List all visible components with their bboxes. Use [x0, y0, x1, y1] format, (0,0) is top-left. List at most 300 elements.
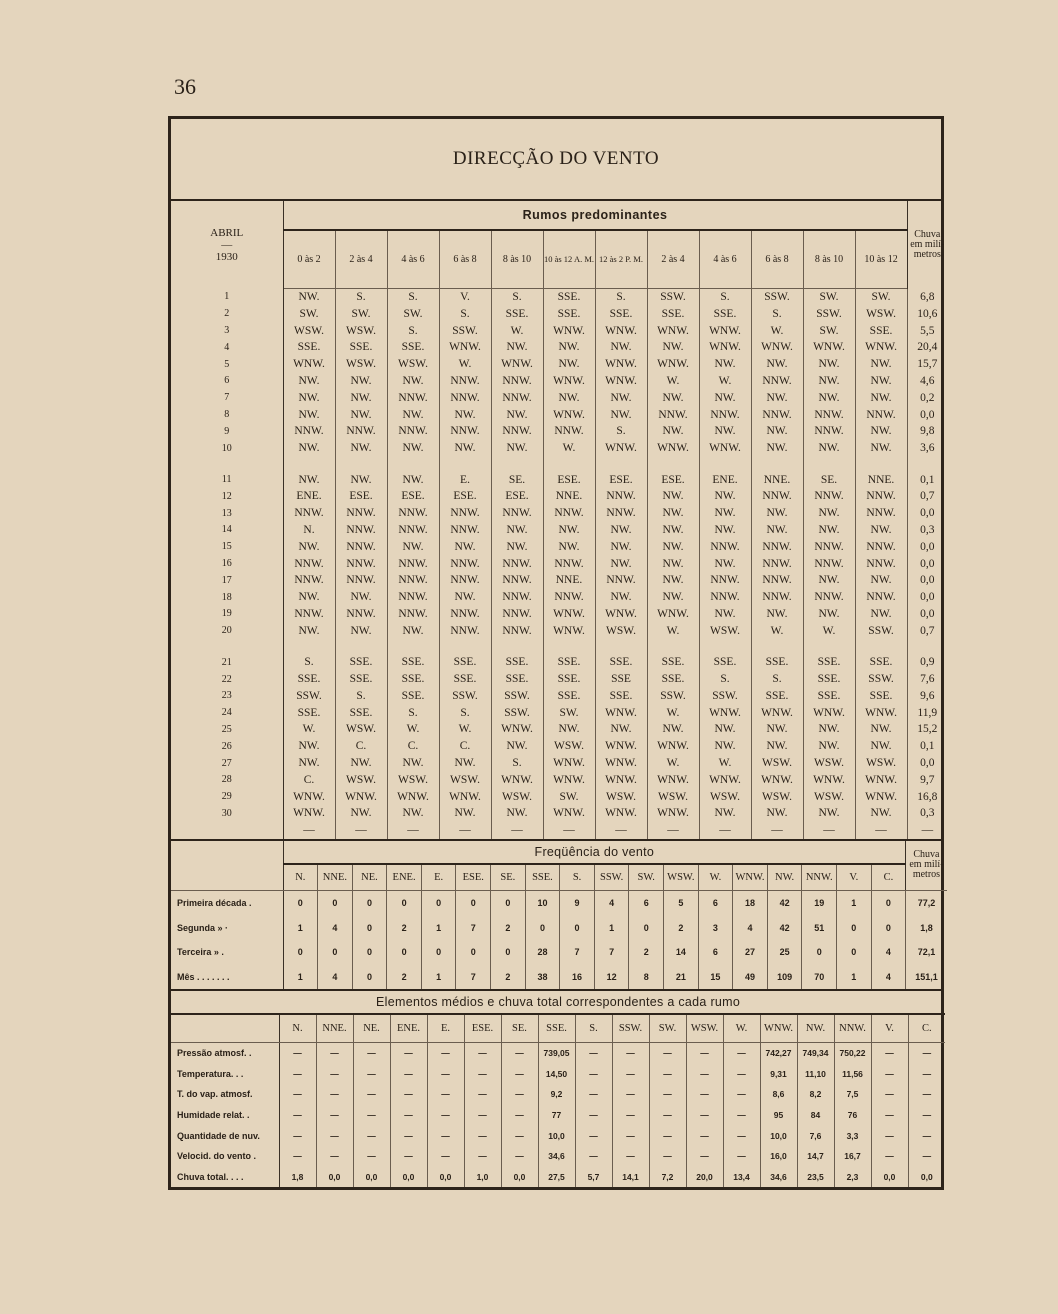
element-cell: — [723, 1105, 760, 1126]
element-cell: — [427, 1125, 464, 1146]
wind-direction-cell: NW. [699, 389, 751, 406]
wind-direction-cell: NW. [387, 755, 439, 772]
element-cell: — [649, 1146, 686, 1167]
rain-value: 0,0 [907, 572, 947, 589]
frequency-cell: 0 [802, 940, 837, 964]
wind-direction-cell: NNW. [335, 522, 387, 539]
wind-direction-cell: NW. [491, 440, 543, 457]
row-label: Velocid. do vento . [171, 1146, 279, 1167]
day-number: 1 [171, 288, 283, 305]
frequency-cell: 1 [837, 890, 872, 916]
gap-cell [751, 457, 803, 472]
wind-direction-cell: WNW. [699, 440, 751, 457]
element-cell: — [390, 1146, 427, 1167]
wind-direction-cell: NW. [751, 505, 803, 522]
dash-cell: — [751, 822, 803, 839]
wind-direction-cell: NNW. [491, 622, 543, 639]
wind-direction-cell: NW. [335, 622, 387, 639]
rain-value: 0,0 [907, 538, 947, 555]
element-cell: — [922, 1110, 932, 1120]
wind-direction-cell: NW. [803, 572, 855, 589]
element-cell: — [427, 1105, 464, 1126]
wind-direction-cell: NW. [751, 721, 803, 738]
gap-cell [803, 457, 855, 472]
frequency-cell: 0 [837, 940, 872, 964]
element-cell: 16,0 [760, 1146, 797, 1167]
gap-cell [699, 457, 751, 472]
gap-cell [647, 457, 699, 472]
wind-direction-cell: SSE. [543, 687, 595, 704]
wind-direction-cell: NW. [647, 572, 699, 589]
rain-value: 0,1 [907, 738, 947, 755]
wind-direction-cell: NNW. [543, 589, 595, 606]
wind-direction-cell: NW. [647, 538, 699, 555]
table-row [171, 788, 947, 805]
wind-frequency-table [171, 841, 947, 989]
table-row [171, 1105, 945, 1126]
wind-direction-cell: NNW. [335, 555, 387, 572]
wind-direction-cell: NW. [699, 522, 751, 539]
wind-direction-cell: ESE. [543, 471, 595, 488]
wind-direction-cell: SSE. [699, 305, 751, 322]
wind-direction-cell: C. [439, 738, 491, 755]
wind-direction-cell: NW. [803, 738, 855, 755]
wind-direction-cell: NW. [283, 373, 335, 390]
direction-header: NE. [352, 864, 387, 890]
table-row [171, 805, 947, 822]
day-number: 9 [171, 423, 283, 440]
wind-direction-cell: NNW. [699, 572, 751, 589]
wind-direction-cell: NW. [647, 721, 699, 738]
wind-direction-cell: SSW. [491, 704, 543, 721]
hour-header: 6 às 8 [439, 230, 491, 288]
rain-value: 72,1 [906, 940, 947, 964]
wind-direction-cell: NW. [803, 522, 855, 539]
frequency-cell: 0 [491, 940, 526, 964]
day-number: 13 [171, 505, 283, 522]
gap-cell [439, 457, 491, 472]
predominant-directions-table [171, 201, 947, 839]
wind-direction-cell: NNE. [855, 471, 907, 488]
row-label: Primeira década . [171, 890, 283, 916]
wind-direction-cell: NW. [387, 805, 439, 822]
wind-direction-cell: WNW. [595, 738, 647, 755]
direction-header: NNE. [318, 864, 353, 890]
wind-direction-cell: NNE. [751, 471, 803, 488]
wind-direction-cell: W. [647, 704, 699, 721]
wind-direction-cell: WNW. [543, 406, 595, 423]
mean-elements-table [171, 991, 945, 1187]
gap-cell [803, 639, 855, 654]
element-cell: — [464, 1146, 501, 1167]
day-number: 12 [171, 488, 283, 505]
wind-direction-cell: WNW. [647, 322, 699, 339]
day-number: 20 [171, 622, 283, 639]
wind-direction-cell: WNW. [283, 788, 335, 805]
dash-row [171, 822, 947, 839]
wind-direction-cell: NW. [439, 589, 491, 606]
table-row [171, 1125, 945, 1146]
gap-cell [699, 639, 751, 654]
table-row [171, 339, 947, 356]
element-cell: — [612, 1084, 649, 1105]
day-number: 29 [171, 788, 283, 805]
table-row [171, 654, 947, 671]
wind-direction-cell: NW. [283, 406, 335, 423]
row-label: Mês . . . . . . . [171, 965, 283, 989]
element-cell: — [686, 1125, 723, 1146]
wind-direction-cell: SSE. [491, 654, 543, 671]
table-row [171, 589, 947, 606]
wind-direction-cell: NNW. [491, 572, 543, 589]
wind-direction-cell: NNW. [751, 572, 803, 589]
wind-direction-cell: WNW. [491, 721, 543, 738]
dash-cell: — [335, 822, 387, 839]
frequency-cell: 15 [698, 965, 733, 989]
wind-direction-cell: NW. [699, 423, 751, 440]
wind-direction-cell: NW. [803, 505, 855, 522]
hour-header: 2 às 4 [335, 230, 387, 288]
element-cell: — [686, 1042, 723, 1064]
wind-direction-cell: NW. [855, 522, 907, 539]
wind-direction-cell: NNW. [439, 505, 491, 522]
element-cell: 9,2 [538, 1084, 575, 1105]
wind-direction-cell: SSE. [699, 654, 751, 671]
rain-header: Chuva em milí- metros [907, 201, 947, 288]
wind-direction-cell: NW. [595, 522, 647, 539]
day-number: 23 [171, 687, 283, 704]
wind-direction-cell: SSE. [855, 687, 907, 704]
rain-value: 0,1 [907, 471, 947, 488]
direction-header: WSW. [664, 864, 699, 890]
direction-header: SE. [501, 1014, 538, 1042]
element-cell: 8,2 [797, 1084, 834, 1105]
frequency-cell: 0 [421, 890, 456, 916]
rain-value: 0,0 [907, 606, 947, 623]
gap-cell [491, 639, 543, 654]
element-cell: — [649, 1105, 686, 1126]
element-cell: — [464, 1105, 501, 1126]
dash-cell: — [595, 822, 647, 839]
wind-direction-frame [168, 116, 944, 1190]
wind-direction-cell: WNW. [647, 440, 699, 457]
wind-direction-cell: WSW. [335, 322, 387, 339]
table-row [171, 916, 947, 940]
wind-direction-cell: NW. [751, 805, 803, 822]
wind-direction-cell: NW. [803, 805, 855, 822]
wind-direction-cell: NW. [803, 606, 855, 623]
element-cell: — [353, 1146, 390, 1167]
element-cell: — [723, 1125, 760, 1146]
dash-cell: — [803, 822, 855, 839]
wind-direction-cell: NNW. [491, 423, 543, 440]
wind-direction-cell: NW. [283, 440, 335, 457]
element-cell: 739,05 [538, 1042, 575, 1064]
element-cell: — [279, 1105, 316, 1126]
wind-direction-cell: S. [491, 755, 543, 772]
wind-direction-cell: ESE. [491, 488, 543, 505]
table-row [171, 406, 947, 423]
rain-value: 0,2 [907, 389, 947, 406]
wind-direction-cell: W. [699, 755, 751, 772]
element-cell: 20,0 [686, 1166, 723, 1187]
wind-direction-cell: NW. [699, 555, 751, 572]
element-cell: 0,0 [920, 1171, 933, 1182]
wind-direction-cell: NW. [647, 488, 699, 505]
wind-direction-cell: NW. [283, 755, 335, 772]
element-cell: 11,10 [797, 1064, 834, 1085]
table-row [171, 687, 947, 704]
wind-direction-cell: SSE. [751, 687, 803, 704]
frequency-cell: 7 [456, 965, 491, 989]
wind-direction-cell: WNW. [699, 339, 751, 356]
wind-direction-cell: NW. [491, 522, 543, 539]
wind-direction-cell: WSW. [647, 788, 699, 805]
wind-direction-cell: NNW. [855, 406, 907, 423]
direction-header: S. [575, 1014, 612, 1042]
wind-direction-cell: NNW. [387, 589, 439, 606]
direction-header: SSW. [612, 1014, 649, 1042]
frequency-cell: 0 [318, 940, 353, 964]
table-row [171, 704, 947, 721]
wind-direction-cell: W. [647, 755, 699, 772]
wind-direction-cell: SW. [803, 288, 855, 305]
element-cell: — [464, 1042, 501, 1064]
frequency-cell: 51 [802, 916, 837, 940]
frequency-cell: 0 [387, 890, 422, 916]
wind-direction-cell: WNW. [647, 805, 699, 822]
rain-value: 1,8 [906, 916, 947, 940]
freq-rain-header: Chuva em milí- metros [906, 841, 947, 890]
wind-direction-cell: NW. [387, 373, 439, 390]
direction-header: E. [427, 1014, 464, 1042]
frequency-cell: 0 [871, 916, 906, 940]
element-cell: — [922, 1130, 932, 1141]
element-cell: — [686, 1064, 723, 1085]
day-number: 8 [171, 406, 283, 423]
frequency-cell: 0 [491, 890, 526, 916]
wind-direction-cell: ESE. [439, 488, 491, 505]
wind-direction-cell: NW. [855, 440, 907, 457]
gap-cell [855, 639, 907, 654]
frequency-cell: 4 [733, 916, 768, 940]
wind-direction-cell: SE. [491, 471, 543, 488]
frequency-cell: 4 [318, 916, 353, 940]
table-row [171, 622, 947, 639]
group-title: Rumos predominantes [283, 201, 907, 230]
wind-direction-cell: SSE. [855, 654, 907, 671]
day-number: 17 [171, 572, 283, 589]
frequency-cell: 4 [871, 965, 906, 989]
wind-direction-cell: SW. [387, 305, 439, 322]
wind-direction-cell: NNW. [387, 522, 439, 539]
rain-value: 0,0 [907, 755, 947, 772]
wind-direction-cell: NW. [335, 589, 387, 606]
frequency-cell: 42 [767, 916, 802, 940]
wind-direction-cell: NW. [335, 373, 387, 390]
wind-direction-cell: NW. [699, 505, 751, 522]
day-number: 27 [171, 755, 283, 772]
wind-direction-cell: NNW. [855, 555, 907, 572]
wind-direction-cell: WNW. [751, 339, 803, 356]
wind-direction-cell: ESE. [387, 488, 439, 505]
row-label: Segunda » · [171, 916, 283, 940]
wind-direction-cell: NNW. [751, 589, 803, 606]
wind-direction-cell: ESE. [335, 488, 387, 505]
direction-header: ESE. [456, 864, 491, 890]
frequency-cell: 1 [594, 916, 629, 940]
rain-value: 0,9 [907, 654, 947, 671]
day-number: 19 [171, 606, 283, 623]
frequency-cell: 0 [525, 916, 560, 940]
element-cell: — [686, 1084, 723, 1105]
dash-cell: — [491, 822, 543, 839]
wind-direction-cell: SSW. [491, 687, 543, 704]
wind-direction-cell: SSW. [647, 687, 699, 704]
wind-direction-cell: N. [283, 522, 335, 539]
day-number: 25 [171, 721, 283, 738]
frequency-cell: 8 [629, 965, 664, 989]
table-row [171, 771, 947, 788]
wind-direction-cell: NNW. [543, 555, 595, 572]
element-cell: — [464, 1064, 501, 1085]
day-number: 15 [171, 538, 283, 555]
wind-direction-cell: WSW. [855, 755, 907, 772]
element-cell: — [353, 1064, 390, 1085]
frequency-cell: 7 [456, 916, 491, 940]
wind-direction-cell: NNW. [855, 589, 907, 606]
wind-direction-cell: NNW. [803, 423, 855, 440]
direction-header: E. [421, 864, 456, 890]
wind-direction-cell: W. [751, 622, 803, 639]
direction-header: WSW. [686, 1014, 723, 1042]
wind-direction-cell: NW. [751, 522, 803, 539]
table-row [171, 1084, 945, 1105]
wind-direction-cell: C. [283, 771, 335, 788]
wind-direction-cell: NW. [543, 538, 595, 555]
wind-direction-cell: NW. [283, 389, 335, 406]
day-number: 7 [171, 389, 283, 406]
wind-direction-cell: SSE. [335, 339, 387, 356]
row-label: Pressão atmosf. . [171, 1042, 279, 1064]
wind-direction-cell: SSE. [803, 654, 855, 671]
table-row [171, 1064, 945, 1085]
element-cell: 14,7 [797, 1146, 834, 1167]
wind-direction-cell: SSE. [647, 305, 699, 322]
wind-direction-cell: SW. [543, 704, 595, 721]
rain-value: 9,7 [907, 771, 947, 788]
frequency-cell: 4 [594, 890, 629, 916]
element-cell: 749,34 [797, 1042, 834, 1064]
wind-direction-cell: WNW. [543, 771, 595, 788]
wind-direction-cell: NW. [803, 389, 855, 406]
wind-direction-cell: WNW. [803, 704, 855, 721]
element-cell: 76 [834, 1105, 871, 1126]
direction-header: NNW. [802, 864, 837, 890]
element-cell: — [353, 1042, 390, 1064]
wind-direction-cell: NW. [647, 505, 699, 522]
wind-direction-cell: SSE. [803, 687, 855, 704]
day-number: 2 [171, 305, 283, 322]
rain-value: 77,2 [906, 890, 947, 916]
rain-value: 10,6 [907, 305, 947, 322]
wind-direction-cell: SSW. [803, 305, 855, 322]
gap-cell [439, 639, 491, 654]
month-label: ABRIL [210, 226, 244, 239]
wind-direction-cell: W. [283, 721, 335, 738]
frequency-cell: 10 [525, 890, 560, 916]
row-label: Temperatura. . . [171, 1064, 279, 1085]
gap-cell [335, 457, 387, 472]
rain-value: 0,0 [907, 505, 947, 522]
dash-cell: — [387, 822, 439, 839]
wind-direction-cell: NNW. [439, 522, 491, 539]
element-cell: — [871, 1084, 908, 1105]
wind-direction-cell: SSE. [595, 687, 647, 704]
frequency-cell: 1 [283, 916, 318, 940]
wind-direction-cell: ENE. [699, 471, 751, 488]
day-number: 10 [171, 440, 283, 457]
frequency-cell: 2 [664, 916, 699, 940]
element-cell: 7,2 [649, 1166, 686, 1187]
wind-direction-cell: SSE. [595, 654, 647, 671]
day-number: 30 [171, 805, 283, 822]
wind-direction-cell: SSE. [335, 671, 387, 688]
wind-direction-cell: WSW. [387, 356, 439, 373]
element-cell: — [427, 1064, 464, 1085]
hour-header: 8 às 10 [803, 230, 855, 288]
element-cell: 0,0 [390, 1166, 427, 1187]
wind-direction-cell: S. [699, 671, 751, 688]
wind-direction-cell: SSW. [283, 687, 335, 704]
direction-header: SSW. [594, 864, 629, 890]
wind-direction-cell: SW. [543, 788, 595, 805]
element-cell: — [464, 1084, 501, 1105]
element-cell: — [575, 1042, 612, 1064]
wind-direction-cell: NNW. [439, 572, 491, 589]
wind-direction-cell: NW. [751, 440, 803, 457]
mean-elements-section [171, 991, 941, 1187]
wind-direction-cell: NNW. [439, 606, 491, 623]
wind-direction-cell: WNW. [699, 704, 751, 721]
wind-direction-cell: NW. [699, 606, 751, 623]
wind-direction-cell: WNW. [595, 373, 647, 390]
element-cell: 0,0 [871, 1166, 908, 1187]
frequency-cell: 2 [491, 916, 526, 940]
wind-direction-cell: NNW. [803, 406, 855, 423]
frequency-cell: 28 [525, 940, 560, 964]
element-cell: 34,6 [538, 1146, 575, 1167]
element-cell: — [922, 1048, 932, 1059]
table-row [171, 1146, 945, 1167]
wind-direction-cell: WNW. [439, 339, 491, 356]
frequency-cell: 0 [283, 940, 318, 964]
wind-direction-cell: WSW. [855, 305, 907, 322]
row-label: Chuva total. . . . [171, 1166, 279, 1187]
hour-header: 10 às 12 A. M. [543, 230, 595, 288]
element-cell: — [649, 1042, 686, 1064]
element-cell: 750,22 [834, 1042, 871, 1064]
wind-direction-cell: S. [387, 288, 439, 305]
wind-direction-cell: W. [491, 322, 543, 339]
direction-header: N. [283, 864, 318, 890]
wind-direction-cell: WSW. [803, 755, 855, 772]
wind-direction-cell: NW. [595, 389, 647, 406]
element-cell: — [501, 1064, 538, 1085]
wind-direction-cell: SSE. [543, 288, 595, 305]
wind-direction-cell: NW. [855, 738, 907, 755]
wind-direction-cell: SSE. [439, 654, 491, 671]
